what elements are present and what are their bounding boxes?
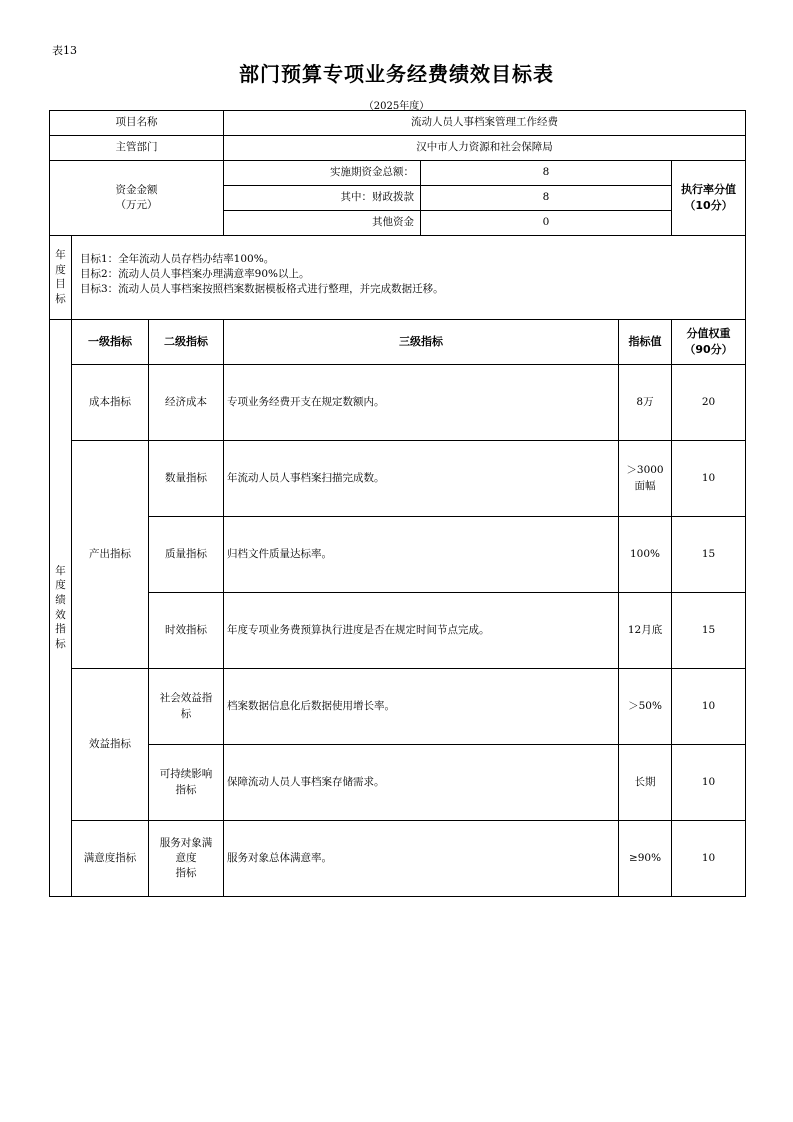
dept-label: 主管部门 bbox=[50, 136, 224, 161]
row-level2: 时效指标 bbox=[149, 593, 224, 669]
funds-total-value: 8 bbox=[421, 161, 672, 186]
fiscal-year: （2025年度） bbox=[363, 101, 430, 112]
funds-fiscal-value: 8 bbox=[421, 186, 672, 211]
header-value: 指标值 bbox=[619, 320, 672, 365]
goal-item: 目标3：流动人员人事档案按照档案数据模板格式进行整理，并完成数据迁移。 bbox=[80, 283, 444, 296]
page-title: 部门预算专项业务经费绩效目标表 bbox=[239, 62, 554, 86]
row-level1: 满意度指标 bbox=[72, 821, 149, 897]
header-weight: 分值权重 （90分） bbox=[672, 320, 746, 365]
row-level1: 成本指标 bbox=[72, 365, 149, 441]
header-level3: 三级指标 bbox=[224, 320, 619, 365]
header-level1: 一级指标 bbox=[72, 320, 149, 365]
row-level3: 年度专项业务费预算执行进度是否在规定时间节点完成。 bbox=[224, 593, 619, 669]
exec-rate-label: 执行率分值 （10分） bbox=[672, 161, 746, 236]
funds-other-label: 其他资金 bbox=[224, 211, 421, 236]
perf-label: 年度绩效指标 bbox=[55, 564, 66, 651]
row-level2: 社会效益指 标 bbox=[149, 669, 224, 745]
row-level2: 数量指标 bbox=[149, 441, 224, 517]
row-level3: 专项业务经费开支在规定数额内。 bbox=[224, 365, 619, 441]
row-level3: 保障流动人员人事档案存储需求。 bbox=[224, 745, 619, 821]
row-weight: 15 bbox=[672, 517, 746, 593]
row-level2: 经济成本 bbox=[149, 365, 224, 441]
row-weight: 10 bbox=[672, 441, 746, 517]
dept-value: 汉中市人力资源和社会保障局 bbox=[224, 136, 746, 161]
table-number: 表13 bbox=[52, 44, 77, 57]
row-weight: 10 bbox=[672, 745, 746, 821]
row-weight: 15 bbox=[672, 593, 746, 669]
row-value: 100% bbox=[619, 517, 672, 593]
funds-fiscal-label: 其中：财政拨款 bbox=[224, 186, 421, 211]
row-level3: 服务对象总体满意率。 bbox=[224, 821, 619, 897]
project-name-value: 流动人员人事档案管理工作经费 bbox=[224, 111, 746, 136]
row-weight: 10 bbox=[672, 669, 746, 745]
row-level2: 可持续影响 指标 bbox=[149, 745, 224, 821]
annual-goals bbox=[72, 236, 746, 320]
goal-item: 目标1：全年流动人员存档办结率100%。 bbox=[80, 253, 275, 265]
project-name-label: 项目名称 bbox=[50, 111, 224, 136]
funds-other-value: 0 bbox=[421, 211, 672, 236]
goal-item: 目标2：流动人员人事档案办理满意率90%以上。 bbox=[80, 268, 310, 281]
row-level2: 质量指标 bbox=[149, 517, 224, 593]
perf-label-cell bbox=[50, 320, 72, 897]
row-level2: 服务对象满 意度 指标 bbox=[149, 821, 224, 897]
performance-target-table bbox=[49, 110, 746, 897]
funds-label: 资金金额 （万元） bbox=[50, 161, 224, 236]
row-value: ≥90% bbox=[619, 821, 672, 897]
funds-total-label: 实施期资金总额： bbox=[224, 161, 421, 186]
row-weight: 10 bbox=[672, 821, 746, 897]
annual-goal-label: 年度目标 bbox=[55, 248, 66, 305]
header-level2: 二级指标 bbox=[149, 320, 224, 365]
annual-goal-label-cell bbox=[50, 236, 72, 320]
row-level3: 归档文件质量达标率。 bbox=[224, 517, 619, 593]
row-level3: 年流动人员人事档案扫描完成数。 bbox=[224, 441, 619, 517]
row-weight: 20 bbox=[672, 365, 746, 441]
row-level3: 档案数据信息化后数据使用增长率。 bbox=[224, 669, 619, 745]
row-level1: 效益指标 bbox=[72, 669, 149, 821]
row-value: 长期 bbox=[619, 745, 672, 821]
row-value: ＞3000 面幅 bbox=[619, 441, 672, 517]
row-value: 12月底 bbox=[619, 593, 672, 669]
row-value: ＞50% bbox=[619, 669, 672, 745]
row-level1: 产出指标 bbox=[72, 441, 149, 669]
row-value: 8万 bbox=[619, 365, 672, 441]
